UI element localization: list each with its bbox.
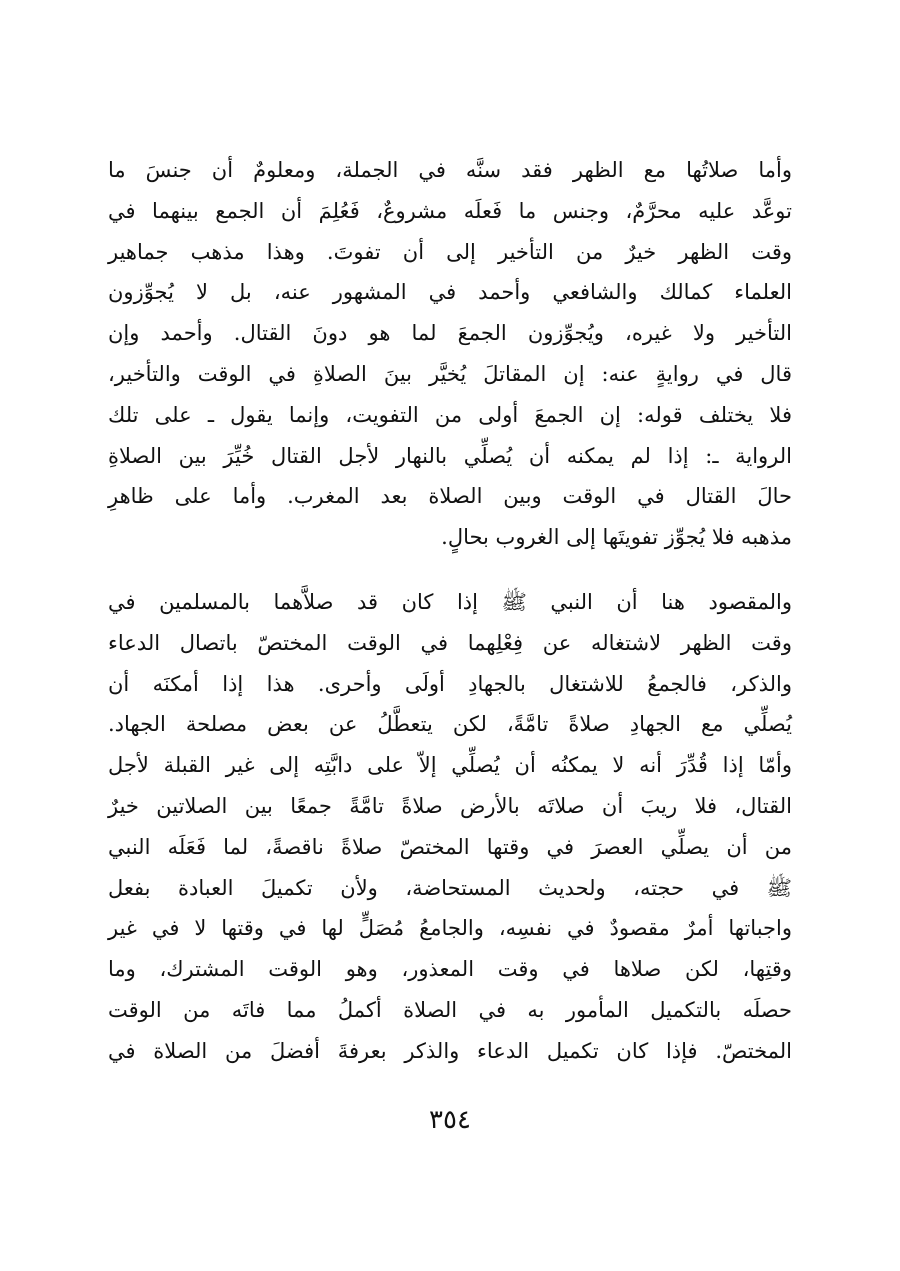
text-line: ﷺ في حجته، ولحديث المستحاضة، ولأن تكميلَ العبادة بفعل [108,875,792,900]
page-number: ٣٥٤ [429,1105,471,1135]
text-line: وقت الظهر خيرٌ من التأخير إلى أن تفوتَ. وهذا مذهب جماهير [108,239,792,264]
paragraph-2 [108,582,792,1072]
paragraph-gap [108,558,792,582]
text-line: وقتِها، لكن صلاها في وقت المعذور، وهو الوقت المشترك، وما [108,957,792,982]
text-line: وأما صلاتُها مع الظهر فقد سنَّه في الجملة، ومعلومٌ أن جنسَ ما [108,158,792,182]
text-line: والمقصود هنا أن النبي ﷺ إذا كان قد صلاَّهما بالمسلمين في [108,589,792,614]
text-line: وأمّا إذا قُدِّرَ أنه لا يمكنُه أن يُصلِّي إلاّ على دابَّتِه إلى غير القبلة لأجل [108,753,792,778]
text-line: حصلَه بالتكميل المأمور به في الصلاة أكملُ مما فاتَه من الوقت [108,997,792,1022]
text-line: التأخير ولا غيره، ويُجوِّزون الجمعَ لما هو دونَ القتال. وأحمد وإن [108,321,792,346]
text-line: وقت الظهر لاشتغاله عن فِعْلِهما في الوقت المختصّ باتصال الدعاء [108,630,792,655]
text-line: حالَ القتال في الوقت وبين الصلاة بعد المغرب. وأما على ظاهرِ [108,484,792,509]
text-line: يُصلِّي مع الجهادِ صلاةً تامَّةً، لكن يتعطَّلُ عن بعض مصلحة الجهاد. [108,712,792,737]
text-line: توعَّد عليه محرَّمٌ، وجنس ما فَعلَه مشروعٌ، فَعُلِمَ أن الجمع بينهما في [108,198,792,223]
text-line: الرواية ـ: إذا لم يمكنه أن يُصلِّي بالنهار لأجل القتال خُيِّرَ بين الصلاةِ [108,443,792,468]
text-line: من أن يصلِّي العصرَ في وقتها المختصّ صلاةً ناقصةً، لما فَعَلَه النبي [108,834,792,859]
text-line: فلا يختلف قوله: إن الجمعَ أولى من التفويت، وإنما يقول ـ على تلك [108,402,792,427]
text-line: والذكر، فالجمعُ للاشتغال بالجهادِ أولَى وأحرى. هذا إذا أمكنَه أن [108,671,792,696]
text-line: المختصّ. فإذا كان تكميل الدعاء والذكر بعرفةَ أفضلَ من الصلاة في [108,1038,792,1063]
text-line: مذهبه فلا يُجوِّز تفويتَها إلى الغروب بحالٍ. [441,525,792,550]
text-line: واجباتها أمرٌ مقصودٌ في نفسِه، والجامعُ مُصَلٍّ لها في وقتها لا في غير [108,916,792,941]
text-line: قال في روايةٍ عنه: إن المقاتلَ يُخيَّر بينَ الصلاةِ في الوقت والتأخير، [108,361,792,386]
text-line: العلماء كمالك والشافعي وأحمد في المشهور عنه، بل لا يُجوِّزون [108,280,792,305]
page-body [108,150,792,1072]
paragraph-1 [108,150,792,558]
text-line: القتال، فلا ريبَ أن صلاتَه بالأرض صلاةً تامَّةً جمعًا بين الصلاتين خيرٌ [108,793,792,818]
